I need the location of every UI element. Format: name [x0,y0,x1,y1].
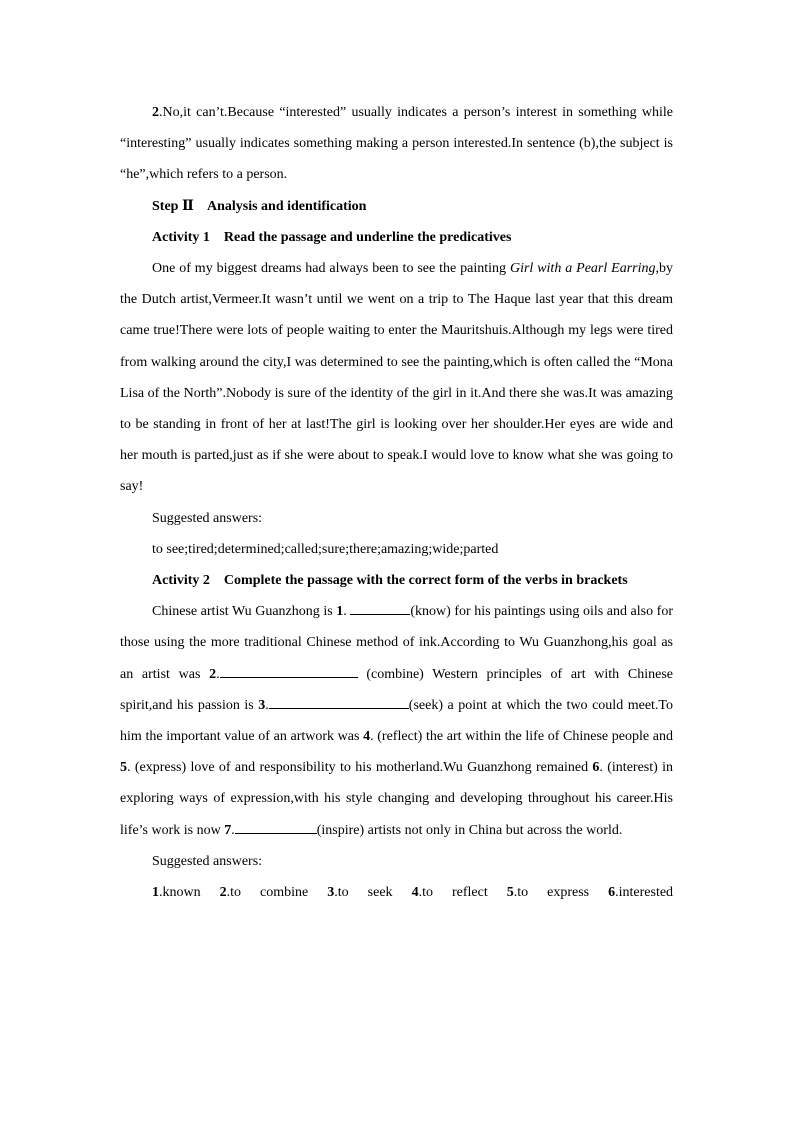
activity-2-heading: Activity 2 Complete the passage with the correct form of the verbs in brackets [152,573,628,589]
document-page [120,97,673,908]
activity-1-passage [120,253,673,503]
passage-text: . (interest) in exploring ways of expression,with his style changing and developing throughout his career.His life’s work is now [120,760,674,838]
passage-text: One of my biggest dreams had always been to see the painting [152,261,510,277]
passage-text: (inspire) artists not only in China but across the world. [316,822,623,838]
blank-number: 5 [120,760,127,776]
passage-text: (seek) a point at which the two could meet.To him the important value of an artwork was [120,697,673,745]
blank-number: 4 [363,729,371,745]
passage-text: Chinese artist Wu Guanzhong is [152,604,337,620]
passage-text: (know) for his paintings using oils and also for those using the more traditional Chinese method of ink.According to Wu Guanzhong,his goal as an artist was [120,604,674,682]
activity-1-heading: Activity 1 Read the passage and underline the predicatives [152,229,512,245]
blank-number: 2 [209,666,217,682]
activity-1-answers: to see;tired;determined;called;sure;there;amazing;wide;parted [152,541,499,557]
answer-number: 2 [152,105,159,120]
activity-2-passage: Chinese artist Wu Guanzhong is 1. (know) for his paintings using oils and also for those using the more traditional Chinese method of ink.According to Wu Guanzhong,his goal as an artist was 2. (combine) Western principles of art with Chinese spirit,and his passion is 3. (seek) a point at which the two could meet.To him the important value of an artwork was 4. (reflect) the art within the life of Chinese people and 5. (express) love of and responsibility to his motherland.Wu Guanzhong remained 6. (interest) in exploring ways of expression,with his style changing and developing throughout his career.His life’s work is now 7. (inspire) artists not only in China but across the world. [120,596,673,846]
blank-1[interactable] [350,600,410,615]
answer-text: .No,it can’t.Because “interested” usually indicates a person’s interest in something while “interesting” usually indicates something making a person interested.In sentence (b),the subject is “he”,which refers to a person. [120,105,673,183]
passage-text: . (express) love of and responsibility to his motherland.Wu Guanzhong remained [127,760,593,776]
passage-text: (combine) Western principles of art with Chinese spirit,and his passion is [120,666,673,713]
blank-7[interactable] [235,819,317,834]
answer-item: 4.to reflect [411,885,488,901]
answer-item: 2.to combine [219,885,309,901]
blank-2[interactable] [220,663,358,678]
answer-item: 5.to express [506,885,590,901]
blank-3[interactable] [269,694,409,709]
passage-text: ,by the Dutch artist,Vermeer.It wasn’t until we went on a trip to The Haque last year that this dream came true!There were lots of people waiting to enter the Mauritshuis.Although my legs were tired from walking around the city,I was determined to see the painting,which is often called the “Mona Lisa of the North”.Nobody is sure of the identity of the girl in it.And there she was.It was amazing to be standing in front of her at last!The girl is looking over her shoulder.Her eyes are wide and her mouth is parted,just as if she were about to speak.I would love to know what she was going to say! [120,261,673,495]
blank-number: 3 [258,697,266,713]
blank-number: 7 [224,822,232,838]
answer-item: 3.to seek [327,885,393,901]
blank-number: 1 [336,604,344,620]
activity-2-answers [120,877,673,908]
painting-title: Girl with a Pearl Earring [509,261,656,277]
suggested-answers-label: Suggested answers: [152,510,263,526]
suggested-answers-label: Suggested answers: [152,853,263,869]
answer-2-paragraph [120,97,673,191]
blank-number: 6 [592,760,600,776]
step-2-heading: Step Ⅱ Analysis and identification [152,198,367,214]
passage-text: . (reflect) the art within the life of Chinese people and [370,729,673,745]
answer-item: 1.known [152,885,201,901]
answer-item: 6.interested [608,885,674,901]
